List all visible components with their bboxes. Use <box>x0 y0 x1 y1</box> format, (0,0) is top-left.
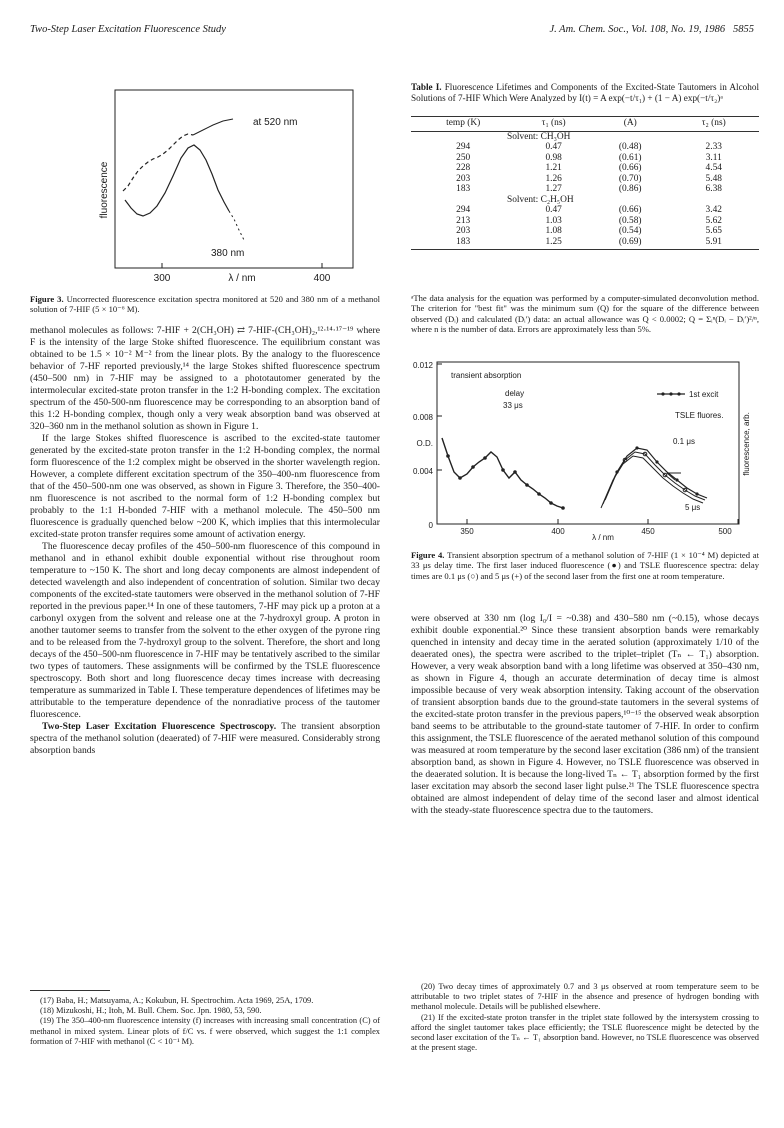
figure-3-ylabel: fluorescence <box>99 161 110 219</box>
figure-3-caption-label: Figure 3. <box>30 294 64 304</box>
table-1-body <box>411 132 759 248</box>
table-1-title-text: Fluorescence Lifetimes and Components of the Excited-State Tautomers in Alcohol Solutions of 7-HIF Which Were Analyzed by I(t) = A exp(−t/τ₁) + (1 − A) exp(−t/τ₂)ᵃ <box>411 82 759 103</box>
table-cell: 5.48 <box>705 173 722 184</box>
figure-3-xlabel: λ / nm <box>228 273 256 284</box>
fig4-y-tick-0004: 0.004 <box>412 467 433 476</box>
fig4-legend-transient: transient absorption <box>451 371 522 380</box>
figure-4-caption <box>411 550 759 581</box>
table-cell: (0.66) <box>618 163 642 173</box>
table-solvent-row <box>411 132 759 143</box>
table-cell: 228 <box>456 163 471 173</box>
fig4-legend-delay: delay <box>505 389 525 398</box>
table-1 <box>411 116 759 250</box>
fig4-x-tick-350: 350 <box>460 527 474 536</box>
col-tau1: τ₁ (ns) <box>541 118 566 128</box>
table-cell: 5.91 <box>705 236 722 247</box>
figure-4-caption-text: Transient absorption spectrum of a methanol solution of 7-HIF (1 × 10⁻⁴ M) depicted at 33 μs delay time. The first laser induced fluorescence (●) and TSLE fluorescence spectra: delay times are 0.1 μs (○) and 5 μs (+) of the second laser from the first one at room temperature. <box>411 550 759 581</box>
table-cell: 1.27 <box>545 184 562 194</box>
figure-4-caption-label: Figure 4. <box>411 550 445 560</box>
table-1-header <box>411 118 759 129</box>
table-cell: 3.11 <box>705 152 722 163</box>
fig4-x-tick-400: 400 <box>551 527 565 536</box>
table-cell: 5.65 <box>705 226 722 236</box>
fig4-x-tick-500: 500 <box>718 527 732 536</box>
table-row <box>411 174 759 185</box>
fig4-legend-1st-excit: 1st excit <box>689 390 719 399</box>
table-cell: 294 <box>456 142 471 152</box>
fig4-label-5us: 5 μs <box>685 503 701 512</box>
table-cell: 0.47 <box>545 205 562 215</box>
footnote-18: (18) Mizukoshi, H.; Itoh, M. Bull. Chem. Soc. Jpn. 1980, 53, 590. <box>40 1006 262 1016</box>
right-body <box>411 613 759 817</box>
left-paragraph-4-text: The transient absorption spectra of the methanol solution (deaerated) of 7-HIF were measured. Considerably strong absorption bands <box>30 721 380 756</box>
table-cell: (0.54) <box>618 226 642 236</box>
curve-380nm <box>125 145 229 216</box>
left-paragraph-3: The fluorescence decay profiles of the 450–500-nm fluorescence of this compound in methanol and in ethanol exhibit double exponential without rise throughout room temperature to ~150 K. The short and long decay components are almost independent of detected wavelength and also independent of concentration of solution. Similar two decay components of the excited-state tautomers were observed in the methanol solution of 7-HF reported in the previous paper.¹⁴ In one of these tautomers, 7-HF may pick up a proton at a carbonyl oxygen from the solvent and release one at the 7-hydroxyl group. A proton in another tautomer seems to transfer from the solvent to the ether oxygen of the pyrone ring and to be released from the 7-hydroxyl group to the solvent. Therefore, the short and long decays of the 450–500-nm fluorescence in 7-HIF may be tentatively ascribed to the similar two types of tautomers. These assignments will be confirmed by the TSLE fluorescence spectroscopy. Both short and long fluorescence decay times increase with decreasing temperature as summarized in Table I. These temperature dependences of lifetimes may be attributable to the temperature dependence of the nonradiative process of the tautomer fluorescence. <box>30 541 380 720</box>
running-title: Two-Step Laser Excitation Fluorescence Study <box>30 24 226 35</box>
table-cell: 5.62 <box>705 215 722 226</box>
table-cell: (0.70) <box>618 173 642 184</box>
left-body <box>30 325 380 757</box>
fig4-legend-delay-value: 33 μs <box>503 401 523 410</box>
journal-citation <box>549 24 754 35</box>
tsle-5us-curve <box>601 456 703 508</box>
table-cell: 3.42 <box>705 205 722 215</box>
table-row <box>411 153 759 164</box>
transient-absorption-curve <box>442 438 563 508</box>
table-cell: (0.61) <box>618 152 642 163</box>
table-row <box>411 216 759 227</box>
footnote-19: (19) The 350–400-nm fluorescence intensity (f) increases with increasing small concentration (C) of methanol in mixed system. Linear plots of f/C vs. f were observed, which suggest the 1:1 complex formation of 7-HIF with methanol (C < 10⁻¹ M). <box>30 1016 380 1046</box>
label-380nm: 380 nm <box>211 248 245 259</box>
tsle-0.1us-curve <box>603 452 705 504</box>
col-tau2: τ₂ (ns) <box>701 118 726 128</box>
table-row <box>411 237 759 248</box>
section-heading: Two-Step Laser Excitation Fluorescence Spectroscopy. <box>42 721 277 732</box>
table-cell: 250 <box>456 152 471 163</box>
figure-3-tick-300: 300 <box>153 273 171 284</box>
left-paragraph-1: methanol molecules as follows: 7-HIF + 2(CH₃OH) ⇄ 7-HIF-(CH₃OH)₂,¹²·¹⁴·¹⁷⁻¹⁹ where F is the intensity of the large Stoke shifted fluorescence. The equilibrium constant was obtained to be 1.5 × 10⁻² M⁻² from the linear plots. By the analogy to the fluorescence behavior of 7-HF reported previously,¹⁴ the large Stokes shifted fluorescence spectrum (450–500 nm) in 7-HIF may be assigned to a phototautomer generated by the intermolecular excited-state proton transfer in the 1:2 H-bonding complex. The excitation spectrum of the 450-500-nm fluorescence may be corresponding to an absorption band of this 1:2 H-bonding complex, though only a very weak absorption band was observed at 320–360 nm in the methanol solution as shown in Figure 1. <box>30 325 380 432</box>
table-cell: 183 <box>456 236 471 247</box>
table-row <box>411 226 759 237</box>
left-paragraph-2: If the large Stokes shifted fluorescence is ascribed to the excited-state tautomer generated by the excited-state proton transfer in the 1:2 H-bonding complex, the normal form fluorescence of the 1:2 complex might be observed in the shorter wavelength region. However, a complete different excitation spectrum of the 350–400-nm fluorescence from that of the 450–500-nm one was observed, as shown in Figure 3. Therefore, the 350–400-nm fluorescence is not ascribed to the normal form of 1:2 H-bonding complex but probably to the 1:1 H-bonded 7-HIF with a methanol molecule. The 450–500 nm fluorescence is gradually quenched below ~200 K, which implies that this intermolecular excited-state proton transfer requires some amount of activation energy. <box>30 433 380 540</box>
figure-3-caption <box>30 294 380 315</box>
table-cell: (0.58) <box>618 215 642 226</box>
figure-4 <box>405 352 760 542</box>
page-number: 5855 <box>733 24 754 35</box>
table-cell: 1.03 <box>545 215 562 226</box>
fluorescence-1st-excit-curve <box>605 448 707 500</box>
table-row <box>411 205 759 216</box>
left-footnote-rule <box>30 990 110 991</box>
table-cell: 1.08 <box>545 226 562 236</box>
table-cell: 0.47 <box>545 142 562 152</box>
table-row <box>411 142 759 153</box>
fig4-x-tick-450: 450 <box>641 527 655 536</box>
table-cell: (0.69) <box>618 236 642 247</box>
fig4-y-tick-0: 0 <box>428 521 433 530</box>
table-cell: 183 <box>456 184 471 194</box>
table-cell: (0.66) <box>618 205 642 215</box>
curve-520nm <box>123 134 193 191</box>
solvent-label: Solvent: CH₃OH <box>507 131 571 142</box>
footnote-21: (21) If the excited-state proton transfer in the triplet state followed by the intersystem crossing to afford the singlet tautomer takes place efficiently; the TSLE fluorescence might be detected by the second laser excitation of the Tₙ ← T₁ absorption band. However, no TSLE fluorescence was observed at the present stage. <box>411 1012 759 1053</box>
fig4-y-label-od: O.D. <box>416 439 433 448</box>
table-cell: 6.38 <box>705 184 722 194</box>
left-paragraph-4 <box>30 721 380 757</box>
figure-3 <box>95 78 365 288</box>
label-520nm: at 520 nm <box>253 117 298 128</box>
table-cell: 213 <box>456 215 471 226</box>
footnote-17: (17) Baba, H.; Matsuyama, A.; Kokubun, H. Spectrochim. Acta 1969, 25A, 1709. <box>40 996 314 1005</box>
table-cell: 1.25 <box>545 236 562 247</box>
table-1-footnote <box>411 293 759 335</box>
table-row <box>411 163 759 174</box>
fig4-label-01us: 0.1 μs <box>673 437 695 446</box>
table-row <box>411 184 759 195</box>
table-1-title <box>411 82 759 104</box>
right-footnotes <box>411 982 759 1053</box>
figure-3-tick-400: 400 <box>313 273 331 284</box>
table-cell: 1.21 <box>545 163 562 173</box>
left-footnotes <box>30 996 380 1047</box>
col-A: (A) <box>623 118 637 128</box>
fig4-y-tick-0012: 0.012 <box>412 361 433 370</box>
table-cell: (0.86) <box>618 184 642 194</box>
figure-3-caption-text: Uncorrected fluorescence excitation spectra monitored at 520 and 380 nm of a methanol solution of 7-HIF (5 × 10⁻⁶ M). <box>30 294 381 315</box>
journal-name: J. Am. Chem. Soc., Vol. 108, No. 19, 1986 <box>549 24 726 35</box>
figure-3-frame <box>115 90 353 268</box>
table-cell: 0.98 <box>545 152 562 163</box>
table-cell: 2.33 <box>705 142 722 152</box>
solvent-label: Solvent: C₂H₅OH <box>507 194 574 205</box>
table-cell: 1.26 <box>545 173 562 184</box>
table-1-footnote-text: ᵃThe data analysis for the equation was performed by a computer-simulated deconvolution method. The criterion for "best fit" was the minimum sum (Q) for the square of the difference between observed (Dᵢ) and calculated (Dᵢ′) data: an actual allowance was Q < 0.0002; Q = Σᵢⁿ(Dᵢ − Dᵢ′)²/ⁿ, where n is the number of data. Errors are approximately less than 5%. <box>411 293 759 335</box>
fig4-y-tick-0008: 0.008 <box>412 413 433 422</box>
table-cell: 203 <box>456 226 471 236</box>
fig4-xlabel: λ / nm <box>592 533 614 542</box>
table-solvent-row <box>411 195 759 206</box>
fig4-right-ylabel: fluorescence, arb. <box>742 412 751 476</box>
table-1-label: Table I. <box>411 82 442 92</box>
col-temp: temp (K) <box>446 118 481 128</box>
table-cell: (0.48) <box>618 142 642 152</box>
footnote-20: (20) Two decay times of approximately 0.7 and 3 μs observed at room temperature seem to be attributable to two triplet states of 7-HIF in the absence and presence of hydrogen bonding with methanol molecule. Details will be published elsewhere. <box>411 982 759 1012</box>
table-cell: 294 <box>456 205 471 215</box>
table-cell: 203 <box>456 173 471 184</box>
fig4-legend-tsle: TSLE fluores. <box>675 411 724 420</box>
right-paragraph-1: were observed at 330 nm (log I₀/I = ~0.38) and 430–580 nm (~0.15), whose decays exhibit double exponential.²⁰ Since these transient absorption bands were remarkably quenched in intensity and decay time in the aerated solution (approximately 1/10 of the deaerated ones), the spectra were ascribed to the triplet–triplet (Tₙ ← T₁) absorption. However, a very weak absorption band with a long lifetime was observed at 350–430 nm, as shown in Figure 4, though an accurate determination of decay time is almost impossible because of very weak absorption intensity. Taking account of the observation of transient absorption bands due to the ground-state tautomers in the several systems of the excited-state proton transfer in the previous papers,¹⁰⁻¹⁵ the observed weak absorption band seems to be attributable to the ground-state tautomer of 7-HIF. In order to confirm this assignment, the TSLE fluorescence of the aerated methanol solution of this compound was measured at room temperature by the second laser excitation (386 nm) of the transient absorption band, as shown in Figure 4. However, no TSLE fluorescence was observed in the deaerated solution. It is because the long-lived Tₙ ← T₁ absorption formed by the first laser excitation may absorb the second laser light pulse.²¹ The TSLE fluorescence spectra obtained are almost independent of delay time of the second laser and almost identical with the steady-state fluorescence spectra due to the tautomers. <box>411 613 759 816</box>
table-cell: 4.54 <box>705 163 722 173</box>
